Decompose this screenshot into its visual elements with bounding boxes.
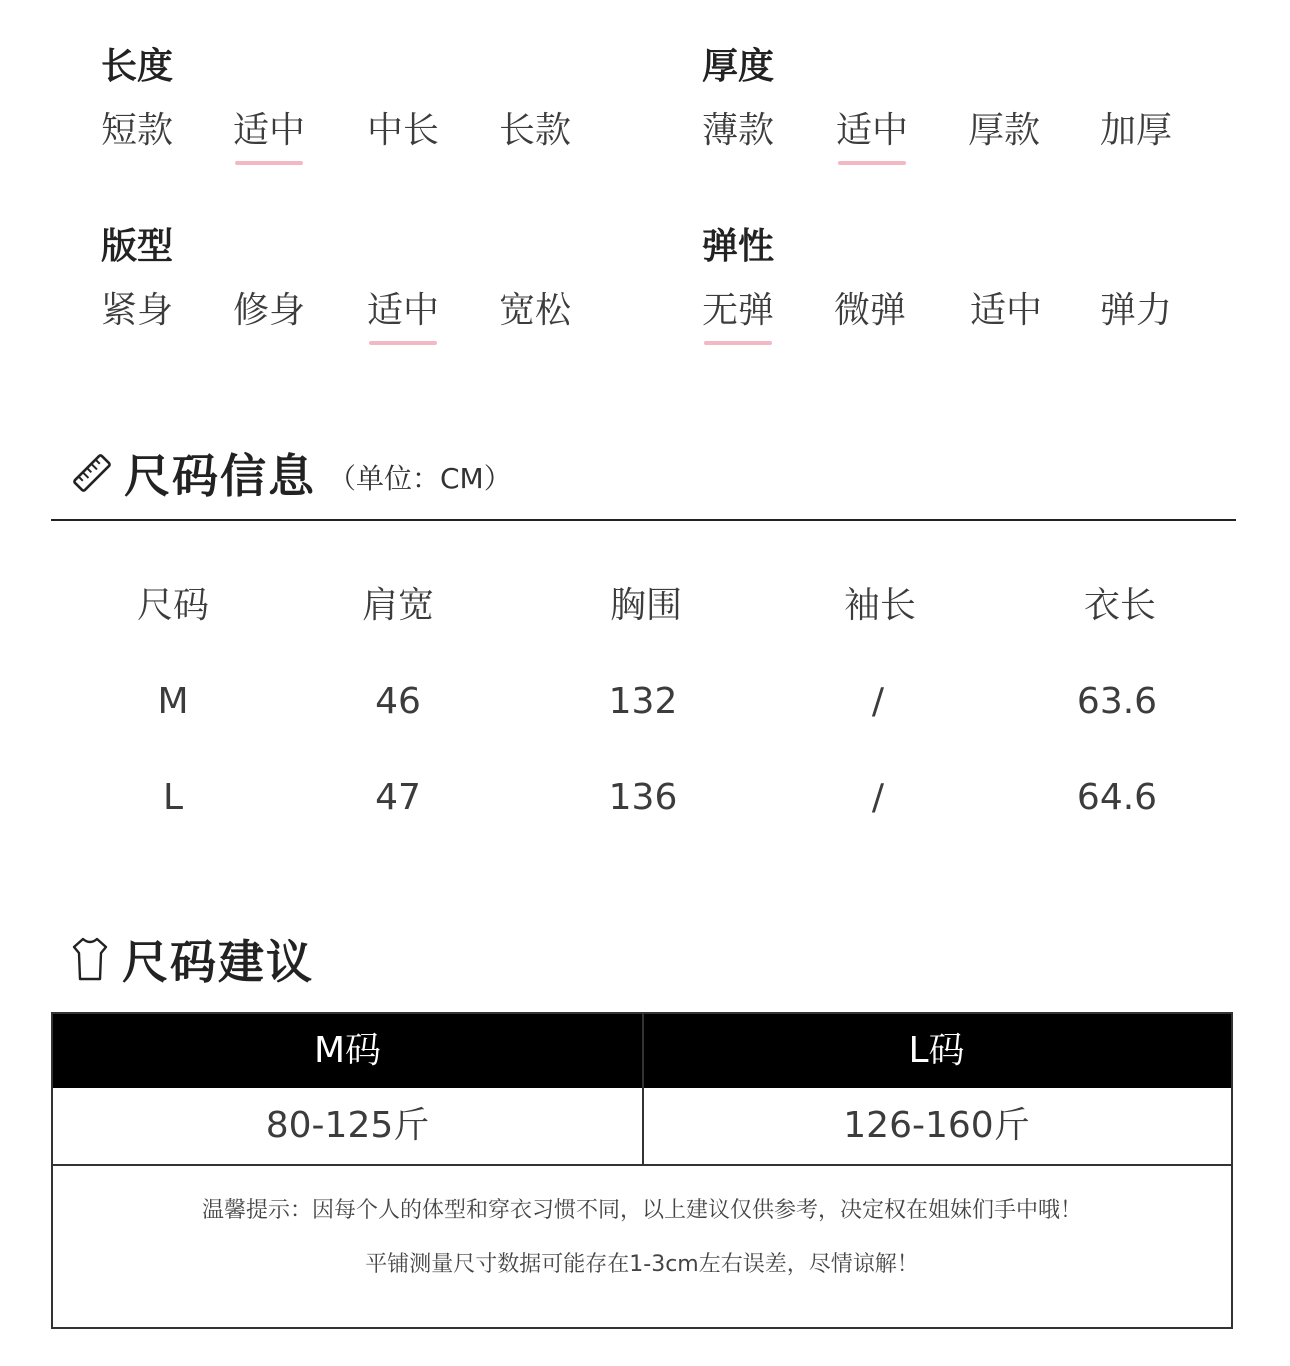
size-advice-header bbox=[70, 926, 314, 992]
advice-value-m: 80-125斤 bbox=[265, 1105, 430, 1146]
size-info-title: 尺码信息 bbox=[124, 449, 316, 503]
column-header: 肩宽 bbox=[361, 585, 434, 626]
table-row bbox=[60, 666, 1230, 762]
size-table-header-row bbox=[60, 570, 1230, 666]
attr-option: 长款 bbox=[499, 110, 572, 151]
attr-option-selected: 适中 bbox=[367, 282, 439, 333]
table-cell: 63.6 bbox=[1076, 681, 1158, 722]
column-divider bbox=[642, 1014, 644, 1164]
attr-option: 厚款 bbox=[968, 110, 1041, 151]
table-cell: 64.6 bbox=[1076, 777, 1158, 818]
note-line: 平铺测量尺寸数据可能存在1-3cm左右误差，尽情谅解！ bbox=[365, 1252, 919, 1277]
attr-option: 适中 bbox=[970, 290, 1043, 331]
attr-option-selected: 适中 bbox=[233, 102, 305, 153]
table-cell: 136 bbox=[608, 777, 678, 818]
attr-option: 短款 bbox=[101, 110, 174, 151]
table-cell: M bbox=[157, 681, 189, 722]
attr-option: 中长 bbox=[367, 110, 440, 151]
attr-title-fit: 版型 bbox=[101, 226, 174, 267]
table-row bbox=[60, 762, 1230, 858]
attr-option: 紧身 bbox=[101, 290, 174, 331]
attr-title-thickness: 厚度 bbox=[702, 46, 775, 87]
column-header: 袖长 bbox=[843, 585, 916, 626]
note-line: 温馨提示：因每个人的体型和穿衣习惯不同，以上建议仅供参考，决定权在姐妹们手中哦！ bbox=[201, 1198, 1082, 1223]
section-divider bbox=[51, 519, 1236, 521]
attr-option-selected: 适中 bbox=[836, 102, 908, 153]
table-cell: 132 bbox=[608, 681, 678, 722]
column-header: 胸围 bbox=[609, 585, 682, 626]
attr-option: 修身 bbox=[233, 290, 306, 331]
column-header: 尺码 bbox=[136, 585, 209, 626]
table-cell: / bbox=[871, 681, 885, 722]
advice-header-m: M码 bbox=[313, 1030, 382, 1071]
attr-option: 加厚 bbox=[1100, 110, 1173, 151]
attr-option: 宽松 bbox=[499, 290, 572, 331]
attr-option: 弹力 bbox=[1100, 290, 1173, 331]
table-cell: 47 bbox=[375, 777, 421, 818]
attr-option-selected: 无弹 bbox=[702, 282, 774, 333]
ruler-icon bbox=[70, 451, 114, 495]
attr-option: 微弹 bbox=[834, 290, 907, 331]
size-info-unit: （单位：CM） bbox=[328, 462, 512, 495]
size-info-header bbox=[70, 440, 512, 506]
attr-title-length: 长度 bbox=[101, 46, 174, 87]
advice-header-l: L码 bbox=[908, 1030, 965, 1071]
column-header: 衣长 bbox=[1083, 585, 1156, 626]
size-advice-table bbox=[51, 1012, 1233, 1329]
attr-option: 薄款 bbox=[702, 110, 775, 151]
advice-value-l: 126-160斤 bbox=[843, 1105, 1030, 1146]
table-cell: 46 bbox=[375, 681, 421, 722]
table-cell: / bbox=[871, 777, 885, 818]
size-table bbox=[60, 570, 1230, 858]
tshirt-icon bbox=[70, 935, 110, 983]
size-advice-title: 尺码建议 bbox=[122, 935, 314, 989]
table-cell: L bbox=[162, 777, 184, 818]
attr-title-elasticity: 弹性 bbox=[702, 226, 775, 267]
advice-notes bbox=[53, 1184, 1231, 1292]
